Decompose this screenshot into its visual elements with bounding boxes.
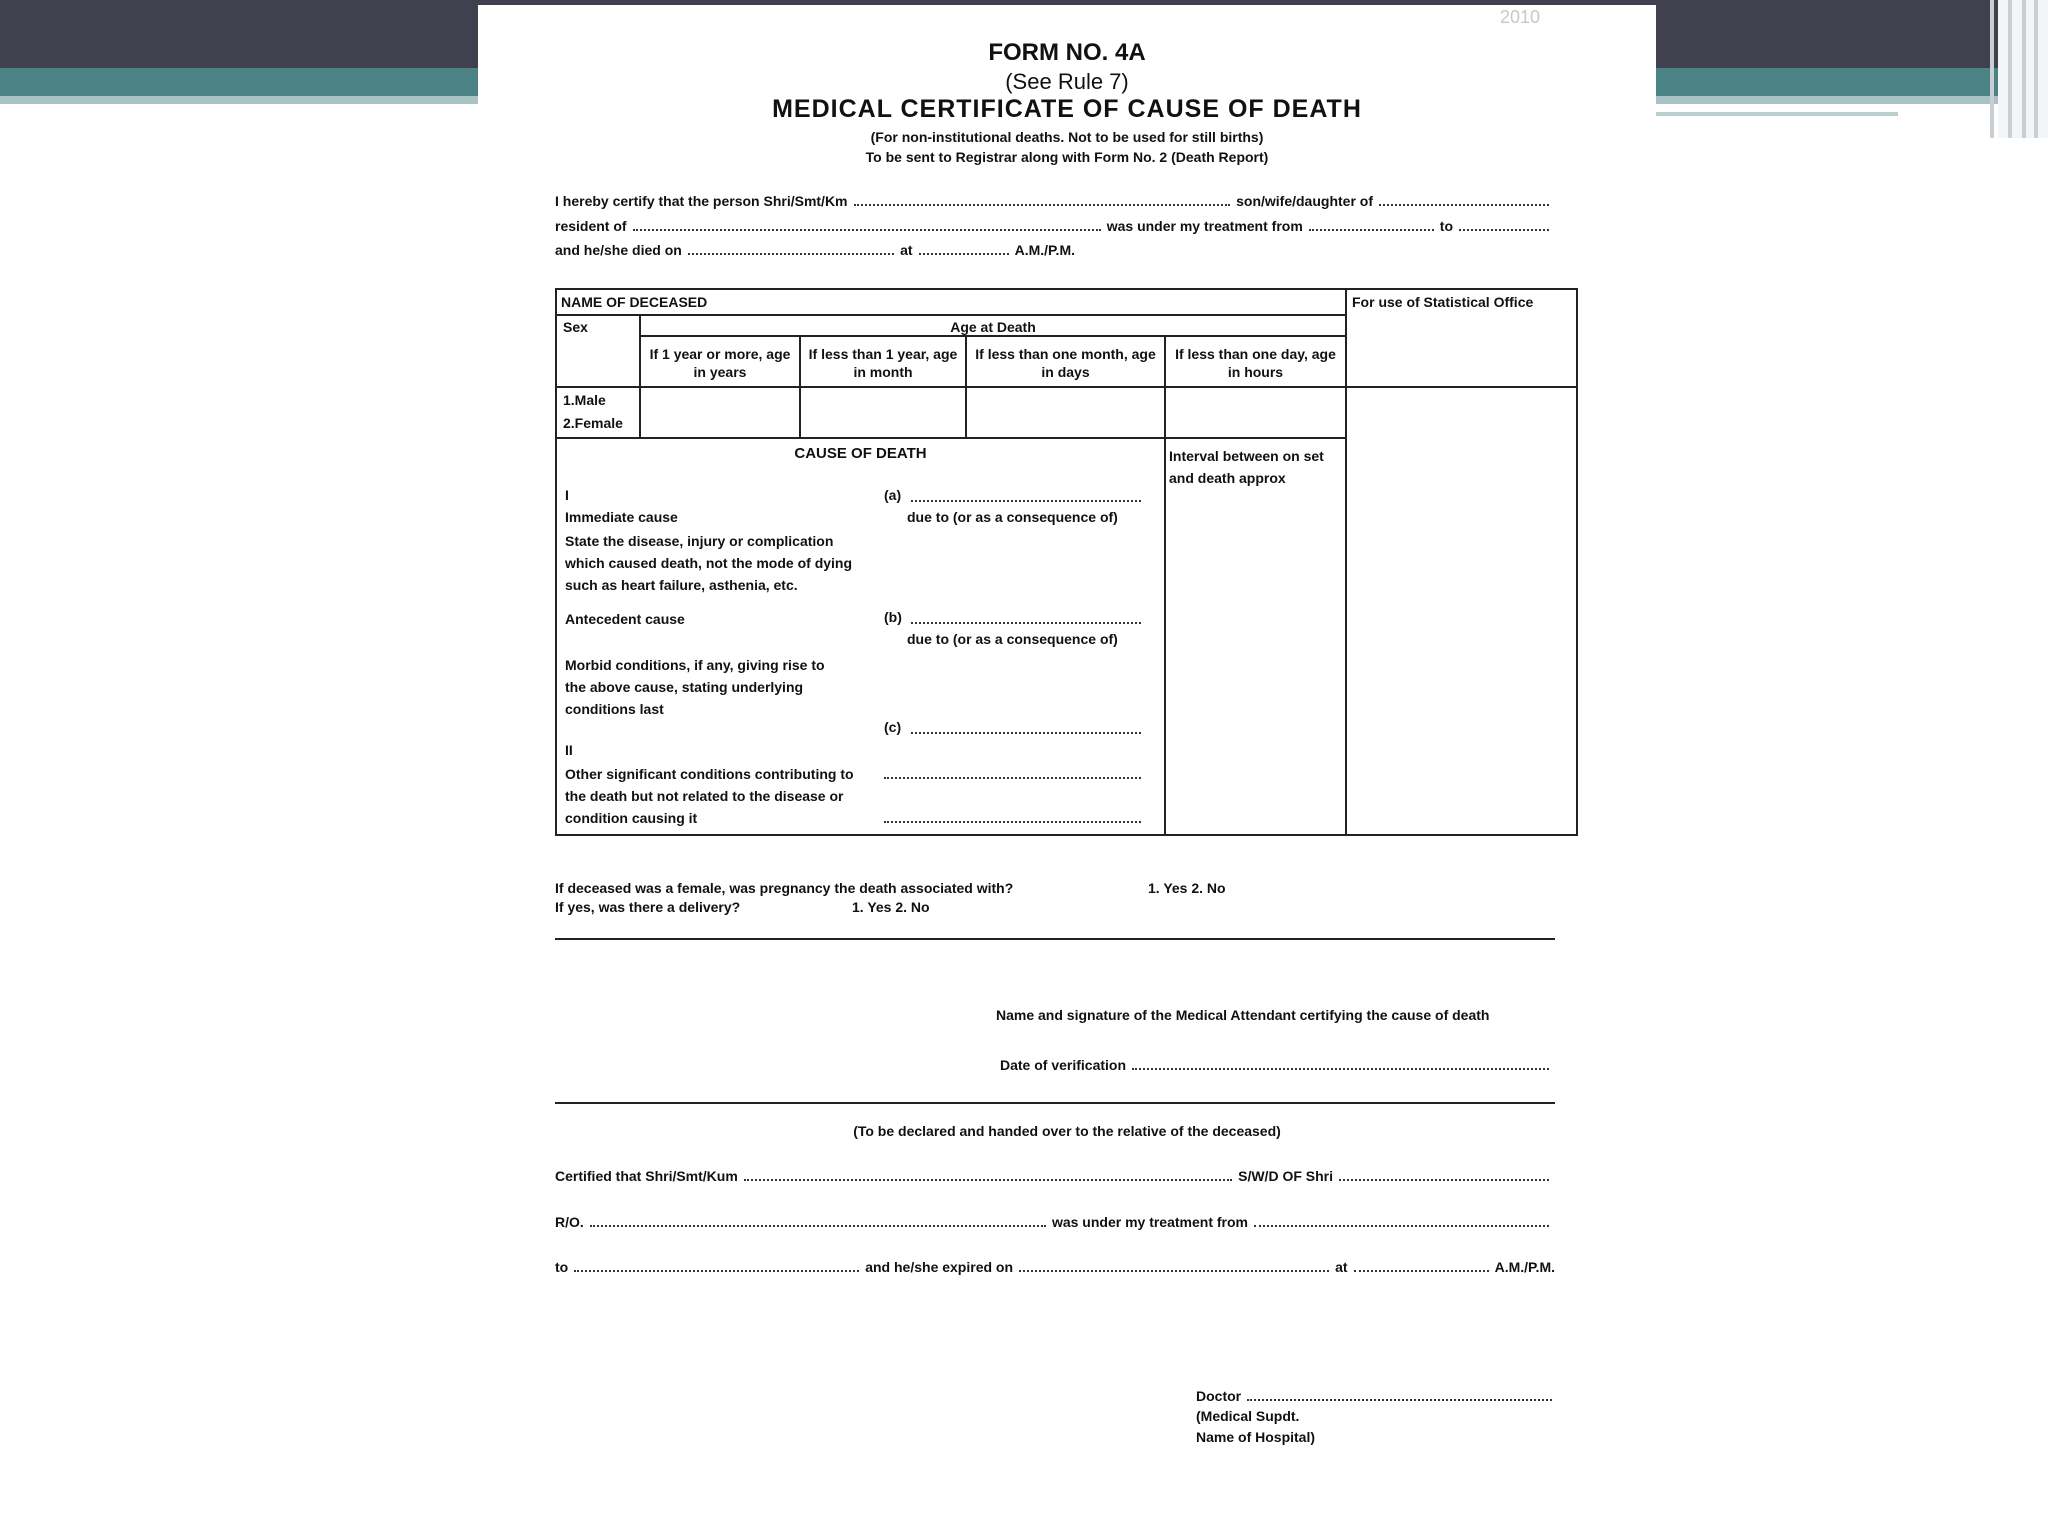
death-details-table [555,288,1578,836]
female-options: 1. Yes 2. No [1148,880,1226,896]
hospital-name-label: Name of Hospital) [1196,1429,1316,1445]
cert2-line: R/O. was under my treatment from [555,1214,1555,1230]
medical-supdt-label: (Medical Supdt. [1196,1408,1300,1424]
cert2-line: Certified that Shri/Smt/Kum S/W/D OF Shri [555,1168,1555,1184]
interval-label: Interval between on set and death approx [1169,448,1324,486]
form-note: (For non-institutional deaths. Not to be used for still births) [870,129,1264,145]
sex-label: Sex [563,319,588,335]
verification-line: Date of verification [1000,1057,1555,1073]
cert-line: resident of was under my treatment from to [555,218,1555,234]
slide-stripe [2008,0,2012,138]
sex-female-option: 2.Female [563,415,623,431]
slide-accent-line [1640,112,1898,116]
form-heading: MEDICAL CERTIFICATE OF CAUSE OF DEATH [772,95,1362,123]
due-to-label: due to (or as a consequence of) [907,509,1118,525]
delivery-options: 1. Yes 2. No [852,899,930,915]
cert-line: and he/she died on at A.M./P.M. [555,242,1075,258]
age-col-hours: If less than one day, age in hours [1175,346,1336,380]
slide-stripe [2034,0,2038,138]
delivery-question: If yes, was there a delivery? [555,899,741,915]
form-rule: (See Rule 7) [1005,69,1129,94]
page-number: 2010 [1500,7,1541,27]
cause-of-death-heading: CAUSE OF DEATH [794,445,927,462]
age-col-days: If less than one month, age in days [975,346,1156,380]
age-col-months: If less than 1 year, age in month [808,346,958,380]
doctor-line: Doctor [1196,1388,1558,1404]
immediate-cause-desc: State the disease, injury or complication which caused death, not the mode of dying such as heart failure, asthenia, etc. [565,533,853,593]
morbid-conditions-desc: Morbid conditions, if any, giving rise to the above cause, stating underlying conditions last [565,657,825,717]
other-conditions-desc: Other significant conditions contributing to the death but not related to the disease or condition causing it [565,766,854,826]
cert-line: I hereby certify that the person Shri/Smt/Km son/wife/daughter of [555,193,1555,209]
form-sheet [478,5,1656,1536]
signature-label: Name and signature of the Medical Attendant certifying the cause of death [996,1007,1490,1023]
divider [555,1102,1555,1104]
part-i-label: I [565,487,569,503]
slide-stripe [2022,0,2026,138]
cert2-line: to and he/she expired on at A.M./P.M. [555,1259,1555,1275]
part-ii-label: II [565,742,573,758]
due-to-label: due to (or as a consequence of) [907,631,1118,647]
cause-c-label: (c) [884,719,902,735]
divider [555,938,1555,940]
statistical-office-label: For use of Statistical Office [1352,294,1534,310]
cause-b-label: (b) [884,609,902,625]
form-note: To be sent to Registrar along with Form No. 2 (Death Report) [865,149,1269,165]
age-col-years: If 1 year or more, age in years [649,346,791,380]
immediate-cause-label: Immediate cause [565,509,678,525]
cause-a-label: (a) [884,487,902,503]
female-question: If deceased was a female, was pregnancy the death associated with? [555,880,1014,896]
form-title: FORM NO. 4A [988,39,1146,66]
age-at-death-label: Age at Death [950,319,1036,335]
sex-male-option: 1.Male [563,392,606,408]
slide-stripe [1990,0,1994,138]
declaration-note: (To be declared and handed over to the relative of the deceased) [853,1123,1281,1139]
antecedent-cause-label: Antecedent cause [565,611,685,627]
name-of-deceased-label: NAME OF DECEASED [561,294,708,310]
